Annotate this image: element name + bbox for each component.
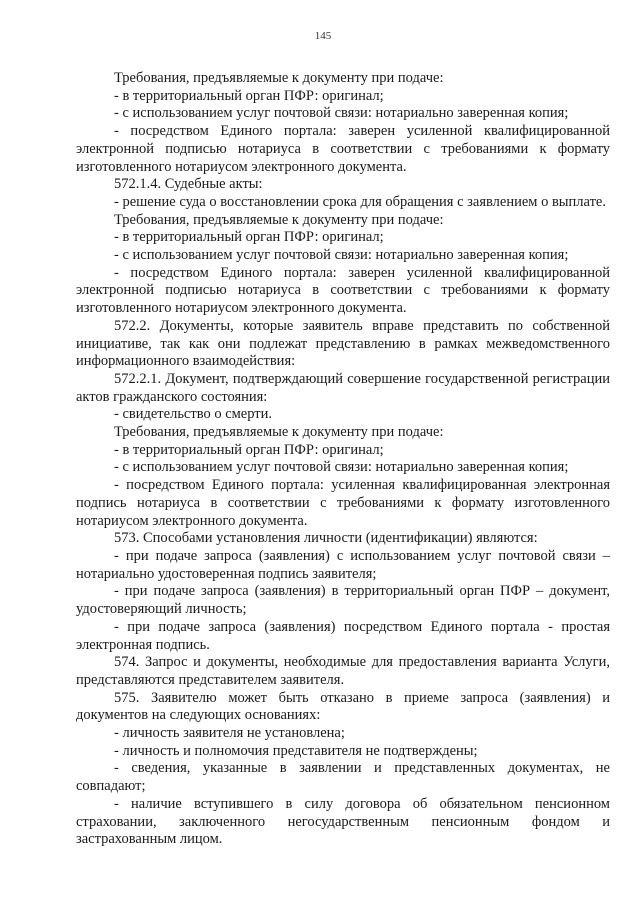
- list-item: - при подаче запроса (заявления) с использованием услуг почтовой связи – нотариально удостоверенная подпись заявителя;: [76, 547, 610, 582]
- paragraph: Требования, предъявляемые к документу при подаче:: [114, 211, 444, 228]
- list-item: - свидетельство о смерти.: [114, 406, 273, 423]
- list-item: - в территориальный орган ПФР: оригинал;: [114, 229, 384, 246]
- list-item: - при подаче запроса (заявления) в территориальный орган ПФР – документ, удостоверяющий личность;: [76, 583, 610, 618]
- paragraph: Требования, предъявляемые к документу при подаче:: [114, 424, 444, 441]
- list-item: - личность и полномочия представителя не подтверждены;: [114, 742, 478, 759]
- section-heading: 575. Заявителю может быть отказано в приеме запроса (заявления) и документов на следующих основаниях:: [76, 689, 610, 724]
- section-heading: 572.1.4. Судебные акты:: [114, 176, 263, 193]
- list-item: - посредством Единого портала: усиленная квалифицированная электронная подпись нотариуса в соответствии с требованиями к формату изготовленного нотариусом электронного документа.: [76, 477, 610, 529]
- list-item: - решение суда о восстановлении срока для обращения с заявлением о выплате.: [114, 193, 606, 210]
- list-item: - сведения, указанные в заявлении и представленных документах, не совпадают;: [76, 760, 610, 795]
- document-body: [76, 70, 610, 849]
- list-item: - наличие вступившего в силу договора об обязательном пенсионном страховании, заключенного негосударственным пенсионным фондом и застрахованным лицом.: [76, 795, 610, 848]
- paragraph: Требования, предъявляемые к документу при подаче:: [114, 70, 444, 86]
- list-item: - личность заявителя не установлена;: [114, 725, 345, 742]
- list-item: - с использованием услуг почтовой связи: нотариально заверенная копия;: [114, 247, 569, 264]
- list-item: - в территориальный орган ПФР: оригинал;: [114, 87, 384, 104]
- list-item: - в территориальный орган ПФР: оригинал;: [114, 441, 384, 458]
- list-item: - посредством Единого портала: заверен усиленной квалифицированной электронной подписью нотариуса в соответствии с требованиями к формату изготовленного нотариусом электронного документа.: [76, 123, 610, 175]
- section-heading: 574. Запрос и документы, необходимые для предоставления варианта Услуги, представляются представителем заявителя.: [76, 654, 610, 688]
- section-heading: 573. Способами установления личности (идентификации) являются:: [114, 530, 538, 547]
- section-heading: 572.2. Документы, которые заявитель вправе представить по собственной инициативе, так как они подлежат представлению в рамках межведомственного информационного взаимодействия:: [76, 317, 610, 370]
- list-item: - при подаче запроса (заявления) посредством Единого портала - простая электронная подпись.: [76, 618, 610, 653]
- list-item: - с использованием услуг почтовой связи: нотариально заверенная копия;: [114, 105, 569, 122]
- section-heading: 572.2.1. Документ, подтверждающий совершение государственной регистрации актов гражданского состояния:: [76, 370, 610, 405]
- page-number: 145: [314, 30, 332, 42]
- list-item: - с использованием услуг почтовой связи: нотариально заверенная копия;: [114, 459, 569, 476]
- list-item: - посредством Единого портала: заверен усиленной квалифицированной электронной подписью нотариуса в соответствии с требованиями к формату изготовленного нотариусом электронного документа.: [76, 264, 610, 317]
